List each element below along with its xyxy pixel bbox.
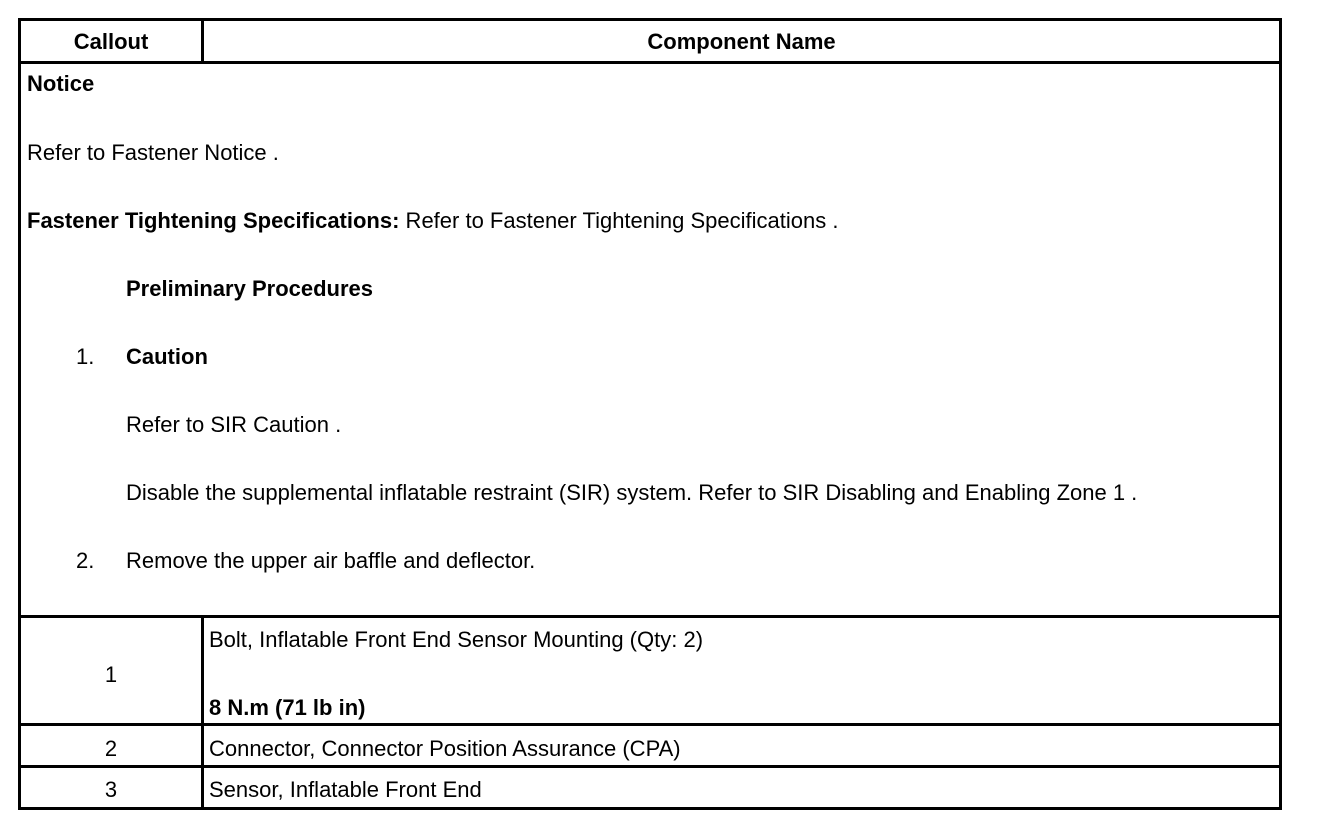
step-1-caution: Caution [126, 344, 208, 369]
fastener-spec-text: Refer to Fastener Tightening Specifications . [399, 208, 839, 233]
row-divider-2 [21, 765, 1279, 768]
row-2-name: Connector, Connector Position Assurance (CPA) [209, 736, 681, 761]
row-1-name: Bolt, Inflatable Front End Sensor Mounting (Qty: 2) [209, 627, 704, 652]
rows-column-divider [201, 615, 204, 810]
fastener-spec-line [27, 208, 838, 234]
row-3-callout: 3 [104, 777, 118, 802]
step-1-number: 1. [76, 344, 95, 369]
step-1-disable: Disable the supplemental inflatable restraint (SIR) system. Refer to SIR Disabling and Enabling Zone 1 . [126, 480, 1138, 505]
step-2-number: 2. [76, 548, 95, 573]
header-callout: Callout [73, 29, 149, 54]
row-2-callout: 2 [104, 736, 118, 761]
row-3-name: Sensor, Inflatable Front End [209, 777, 482, 802]
preliminary-title: Preliminary Procedures [126, 276, 374, 301]
component-table [18, 18, 1282, 810]
fastener-notice-text: Refer to Fastener Notice . [27, 140, 279, 165]
row-1-spec: 8 N.m (71 lb in) [209, 695, 366, 720]
step-1-refer: Refer to SIR Caution . [126, 412, 342, 437]
row-1-callout: 1 [104, 662, 118, 687]
notice-divider [21, 615, 1279, 618]
notice-title: Notice [27, 71, 95, 96]
row-divider-1 [21, 723, 1279, 726]
fastener-spec-label: Fastener Tightening Specifications: [27, 208, 400, 233]
header-divider [21, 61, 1279, 64]
step-2-text: Remove the upper air baffle and deflector. [126, 548, 536, 573]
header-component-name: Component Name [647, 29, 836, 54]
